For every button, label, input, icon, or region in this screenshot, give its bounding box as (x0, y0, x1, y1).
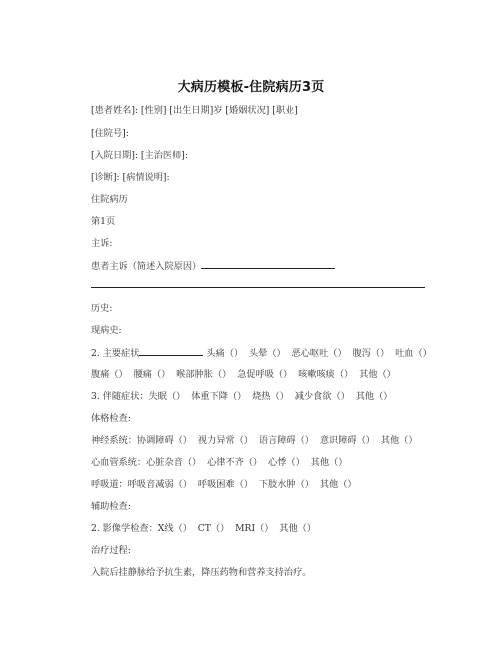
patient-info-line: [患者姓名]: [性别] [出生日期]岁 [婚姻状况] [职业] (91, 105, 298, 116)
hospital-number-line: [住院号]: (91, 128, 129, 139)
present-illness-heading: 现病史: (91, 325, 122, 336)
chief-complaint-heading: 主诉: (91, 238, 113, 249)
full-width-blank-line (91, 287, 425, 288)
main-symptoms-blank (139, 347, 203, 356)
accompanying-symptoms-line: 3. 伴随症状：失眠（） 体重下降（） 烧热（） 减少食欲（） 其他（） (91, 391, 393, 402)
treatment-heading: 治疗过程: (91, 545, 131, 556)
nervous-system-line: 神经系统：协调障碍（） 视力异常（） 语言障碍（） 意识障碍（） 其他（） (91, 435, 418, 446)
page-number-label: 第1页 (91, 216, 116, 227)
cardiovascular-line: 心血管系统：心脏杂音（） 心律不齐（） 心悸（） 其他（） (91, 457, 348, 468)
chief-complaint-line: 患者主诉（简述入院原因） (91, 260, 335, 273)
physical-exam-heading: 体格检查: (91, 413, 131, 424)
main-symptoms-line: 2. 主要症状 头痛（） 头晕（） 恶心呕吐（） 腹泻（） 吐血（） (91, 348, 432, 359)
auxiliary-exam-heading: 辅助检查: (91, 501, 131, 512)
treatment-description: 入院后挂静脉给予抗生素，降压药物和营养支持治疗。 (91, 567, 312, 578)
symptoms-list-line: 腹痛（） 腰痛（） 喉部肿胀（） 急促呼吸（） 咳嗽咳痰（） 其他（） (91, 369, 396, 380)
imaging-exam-line: 2. 影像学检查：X线（） CT（） MRI（） 其他（） (91, 523, 317, 534)
document-title: 大病历模板-住院病历3页 (177, 80, 325, 95)
section-heading-inpatient: 住院病历 (91, 194, 128, 205)
respiratory-line: 呼吸道：呼吸音减弱（） 呼吸困难（） 下肢水肿（） 其他（） (91, 479, 357, 490)
history-heading: 历史: (91, 303, 113, 314)
diagnosis-line: [诊断]: [病情说明]: (91, 172, 170, 183)
chief-complaint-blank (201, 260, 335, 269)
admission-date-line: [入院日期]: [主治医师]: (91, 150, 188, 161)
